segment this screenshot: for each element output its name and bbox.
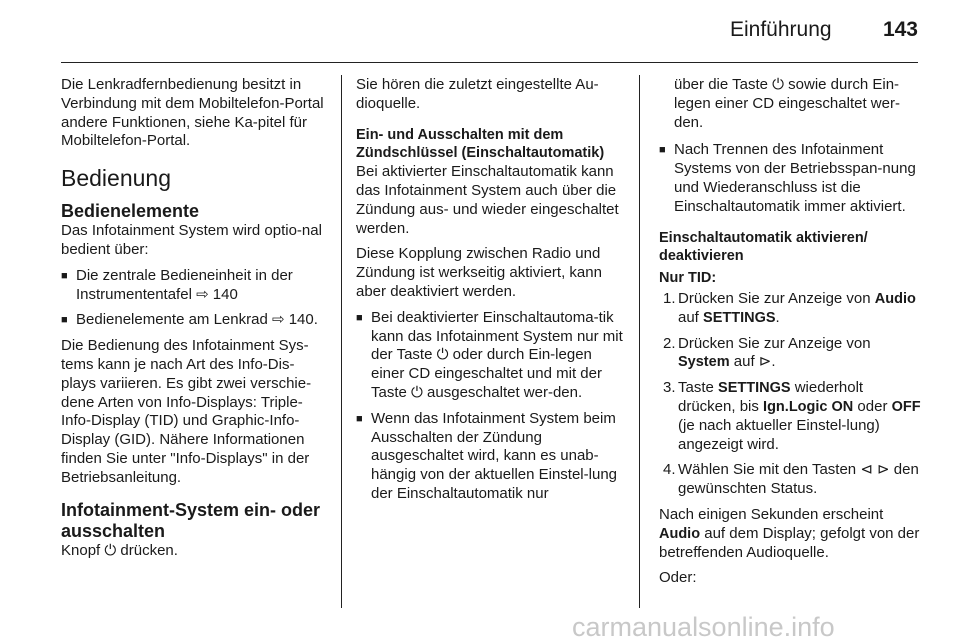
step-number: 4.: [663, 461, 676, 479]
key-label: System: [678, 354, 730, 371]
list-item: ■ Wenn das Infotainment System beim Ausschalten der Zündung ausgeschaltet wird, kann es unab-hängig von der aktuellen Einstel-lung der Einschaltautomatik nur: [356, 410, 626, 504]
list-item: ■ Bedienelemente am Lenkrad ⇨ 140.: [61, 311, 326, 330]
step-text: auf: [678, 308, 704, 326]
step-text: oder: [853, 397, 892, 415]
paragraph: Oder:: [659, 569, 697, 587]
paragraph: Diese Kopplung zwischen Radio und Zündung ist werkseitig aktiviert, kann aber deaktiviert werden.: [356, 245, 602, 300]
header-divider: [61, 62, 918, 63]
intro-paragraph: Die Lenkradfernbedienung besitzt in Verbindung mit dem Mobiltelefon-Portal andere Funktionen, siehe Ka-pitel für Mobiltelefon-Portal.: [61, 76, 324, 150]
bullet-list: [659, 141, 924, 216]
list-item: ■ Die zentrale Bedieneinheit in der Instrumententafel ⇨ 140: [61, 267, 326, 305]
watermark: carmanualsonline.info: [572, 612, 835, 642]
paragraph: Sie hören die zuletzt eingestellte Au-dioquelle.: [356, 76, 599, 112]
step-text: Wählen Sie mit den Tasten ⊲ ⊳ den gewünschten Status.: [678, 461, 919, 498]
steps-list: [659, 290, 924, 499]
step-item: [663, 335, 924, 373]
subsection-heading-ein-aus: Infotainment-System ein- oder ausschalten: [61, 499, 321, 541]
chapter-title: Einführung: [730, 18, 832, 41]
heading-einschaltautomatik: Ein- und Ausschalten mit dem Zündschlüssel (Einschaltautomatik): [356, 126, 605, 162]
step-text: Drücken Sie zur Anzeige von: [678, 334, 871, 352]
step-item: [663, 290, 924, 328]
column-divider-2: [639, 75, 640, 608]
paragraph: Knopf ⏻ drücken.: [61, 541, 178, 559]
step-text: auf ⊳.: [729, 353, 776, 371]
text: auf dem Display; gefolgt von der betreffenden Audioquelle.: [659, 524, 920, 561]
paragraph: Die Bedienung des Infotainment Sys-tems kann je nach Art des Info-Dis-plays variieren. Es gibt zwei verschie-dene Arten von Info-Displays: Triple-Info-Display (TID) und Graphic-Info-Display (GID). Nähere Informationen finden Sie unter "Info-Displays" in der Betriebsanleitung.: [61, 337, 312, 486]
paragraph: [659, 506, 924, 562]
step-text: wiederholt drücken, bis: [678, 379, 864, 415]
step-number: 3.: [663, 379, 676, 397]
step-text: (je nach aktueller Einstel-lung) angezeigt wird.: [678, 416, 880, 453]
paragraph: Das Infotainment System wird optio-nal bedient über:: [61, 222, 322, 258]
heading-aktivieren: Einschaltautomatik aktivieren/ deaktivieren: [659, 229, 868, 265]
column-3: [659, 76, 924, 595]
bullet-list: [356, 309, 626, 504]
step-item: [663, 461, 924, 499]
bullet-list: [61, 267, 326, 330]
key-label: Ign.Logic ON: [763, 398, 854, 415]
key-label: OFF: [891, 398, 921, 415]
step-number: 2.: [663, 334, 676, 352]
column-2: [356, 76, 626, 511]
list-item: ■ Nach Trennen des Infotainment Systems von der Betriebsspan-nung und Wiederanschluss ist die Einschaltautomatik immer aktiviert.: [659, 141, 924, 216]
step-text: Drücken Sie zur Anzeige von: [678, 289, 875, 307]
column-1: [61, 76, 326, 567]
step-text: Taste: [678, 379, 719, 397]
step-number: 1.: [663, 289, 676, 307]
column-divider-1: [341, 75, 342, 608]
step-text: .: [775, 308, 780, 326]
subsection-heading-bedienelemente: Bedienelemente: [61, 201, 200, 222]
section-heading-bedienung: Bedienung: [61, 165, 171, 192]
step-item: [663, 379, 924, 454]
text: Nach einigen Sekunden erscheint: [659, 505, 884, 523]
heading-nur-tid: Nur TID:: [659, 270, 717, 287]
continued-paragraph: über die Taste ⏻ sowie durch Ein-legen einer CD eingeschaltet wer-den.: [674, 76, 900, 131]
key-label: SETTINGS: [703, 309, 776, 326]
list-item: ■ Bei deaktivierter Einschaltautoma-tik kann das Infotainment System nur mit der Taste ⏻ oder durch Ein-legen einer CD eingeschaltet und mit der Taste ⏻ ausgeschaltet wer-den.: [356, 309, 626, 403]
key-label: Audio: [874, 290, 916, 307]
paragraph: Bei aktivierter Einschaltautomatik kann das Infotainment System auch über die Zündung aus- und wieder eingeschaltet werden.: [356, 163, 619, 237]
key-label: Audio: [659, 525, 701, 542]
key-label: SETTINGS: [718, 380, 791, 397]
page-number: 143: [882, 18, 918, 41]
